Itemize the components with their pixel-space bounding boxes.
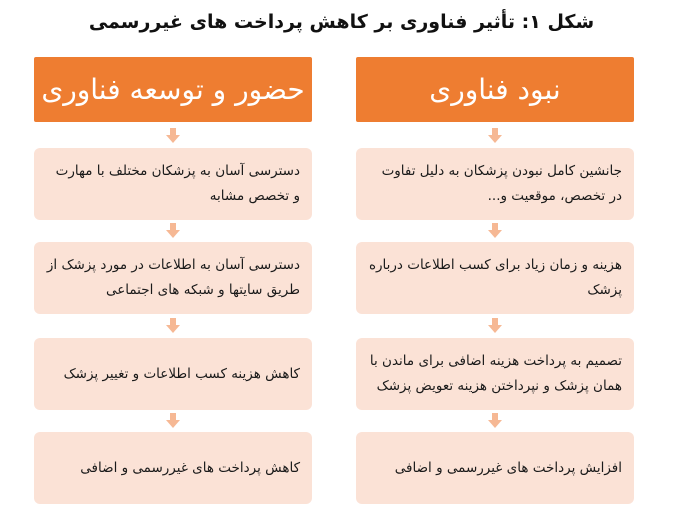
figure-title: شکل ۱: تأثیر فناوری بر کاهش پرداخت های غیررسمی [88, 11, 595, 33]
column-header: نبود فناوری [356, 57, 634, 122]
flow-box: کاهش پرداخت های غیررسمی و اضافی [34, 432, 312, 504]
flow-box: دسترسی آسان به پزشکان مختلف با مهارت و تخصص مشابه [34, 148, 312, 220]
down-arrow-icon [487, 223, 503, 239]
down-arrow-icon [165, 413, 181, 429]
flow-box: دسترسی آسان به اطلاعات در مورد پزشک از طریق سایتها و شبکه های اجتماعی [34, 242, 312, 314]
column-header: حضور و توسعه فناوری [34, 57, 312, 122]
flow-box: تصمیم به پرداخت هزینه اضافی برای ماندن با همان پزشک و نپرداختن هزینه تعویض پزشک [356, 338, 634, 410]
down-arrow-icon [487, 128, 503, 144]
down-arrow-icon [487, 318, 503, 334]
flow-box: افزایش پرداخت های غیررسمی و اضافی [356, 432, 634, 504]
flow-box: هزینه و زمان زیاد برای کسب اطلاعات درباره پزشک [356, 242, 634, 314]
down-arrow-icon [165, 318, 181, 334]
down-arrow-icon [487, 413, 503, 429]
flow-box: کاهش هزینه کسب اطلاعات و تغییر پزشک [34, 338, 312, 410]
down-arrow-icon [165, 223, 181, 239]
flow-box: جانشین کامل نبودن پزشکان به دلیل تفاوت در تخصص، موقعیت و... [356, 148, 634, 220]
down-arrow-icon [165, 128, 181, 144]
